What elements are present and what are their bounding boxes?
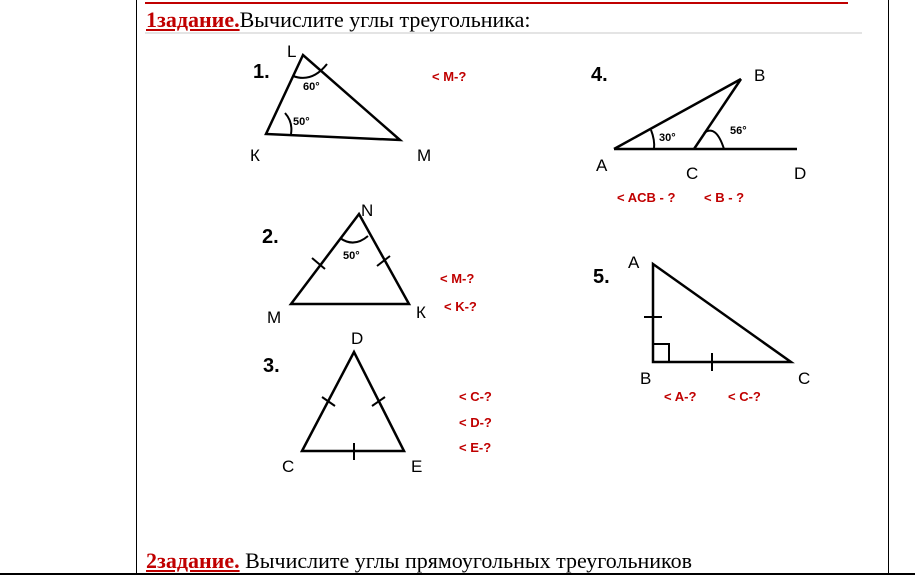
question-5-A: < A-? <box>664 389 697 404</box>
vertex-1-L: L <box>287 42 297 61</box>
question-1-M: < M-? <box>432 69 467 84</box>
triangle-5 <box>644 264 791 371</box>
question-3-C: < C-? <box>459 389 492 404</box>
vertex-4-D: D <box>794 164 807 183</box>
angle-1-K: 50° <box>293 116 310 128</box>
vertex-3-E: E <box>411 457 423 476</box>
task2-text: Вычислите углы прямоугольных треугольников <box>239 548 692 573</box>
vertex-2-N: N <box>361 201 374 220</box>
vertex-4-C: C <box>686 164 699 183</box>
question-2-M: < M-? <box>440 271 475 286</box>
vertex-4-B: B <box>754 66 766 85</box>
vertex-5-B: B <box>640 369 652 388</box>
question-3-D: < D-? <box>459 415 492 430</box>
vertex-5-A: A <box>628 253 640 272</box>
question-5-C: < C-? <box>728 389 761 404</box>
question-3-E: < E-? <box>459 440 492 455</box>
vertex-2-K: К <box>416 303 426 322</box>
question-4-ACB: < ACB - ? <box>617 190 676 205</box>
task1-text: Вычислите углы треугольника: <box>239 7 531 32</box>
angle-4-exterior: 56° <box>730 125 747 137</box>
triangle-1 <box>266 55 400 140</box>
vertex-1-M: M <box>417 146 432 165</box>
angle-1-L: 60° <box>303 81 320 93</box>
question-4-B: < B - ? <box>704 190 745 205</box>
problem-4-number: 4. <box>591 64 608 86</box>
vertex-1-K: К <box>250 146 260 165</box>
problem-2-number: 2. <box>262 226 279 248</box>
problem-3-number: 3. <box>263 355 280 377</box>
task2-lead: 2задание. <box>146 548 240 573</box>
triangle-3 <box>302 352 404 460</box>
question-2-K: < K-? <box>444 299 477 314</box>
task1-lead: 1задание. <box>146 7 240 32</box>
vertex-2-M: M <box>267 308 282 327</box>
triangle-4 <box>614 79 797 149</box>
problem-5-number: 5. <box>593 266 610 288</box>
angle-4-A: 30° <box>659 132 676 144</box>
problem-1-number: 1. <box>253 61 270 83</box>
vertex-5-C: C <box>798 369 811 388</box>
vertex-4-A: A <box>596 156 608 175</box>
vertex-3-C: C <box>282 457 295 476</box>
angle-2-N: 50° <box>343 250 360 262</box>
vertex-3-D: D <box>351 329 364 348</box>
